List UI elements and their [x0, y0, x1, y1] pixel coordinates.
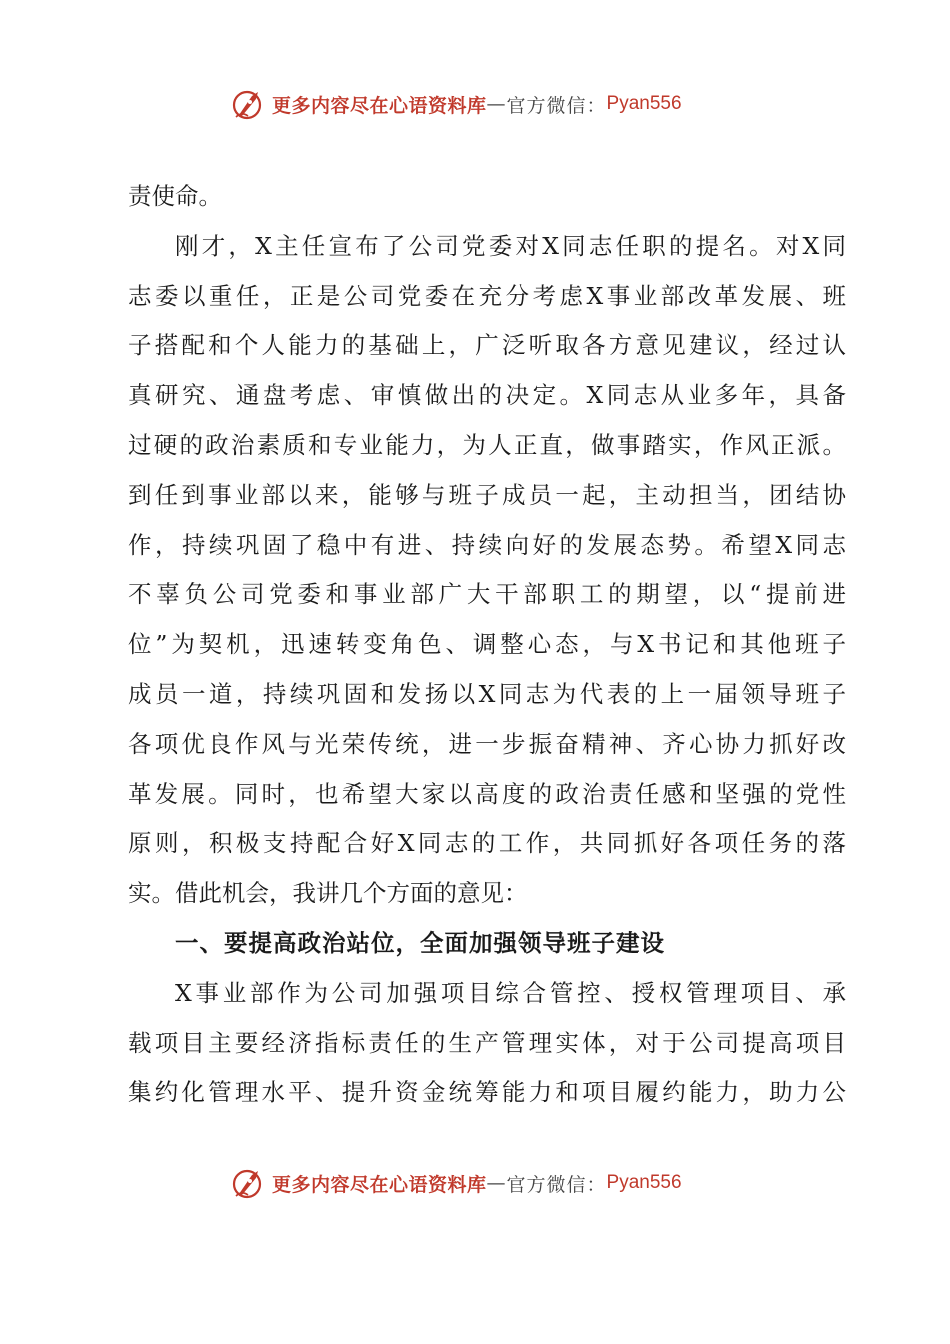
text-line: 刚才，X主任宣布了公司党委对X同志任职的提名。对X同	[175, 231, 846, 260]
text-line: 到任到事业部以来，能够与班子成员一起，主动担当，团结协	[128, 480, 846, 509]
banner-wechat-id: Pyan556	[606, 1172, 682, 1193]
text-line: 集约化管理水平、提升资金统筹能力和项目履约能力，助力公	[128, 1078, 846, 1107]
text-line: 志委以重任，正是公司党委在充分考虑X事业部改革发展、班	[128, 281, 846, 310]
banner-title: 更多内容尽在心语资料库	[272, 1173, 487, 1196]
pen-nib-logo-icon	[230, 1165, 266, 1201]
text-line: 不辜负公司党委和事业部广大干部职工的期望，以“提前进	[128, 580, 846, 609]
text-line: 原则，积极支持配合好X同志的工作，共同抓好各项任务的落	[128, 829, 846, 858]
header-watermark-banner	[230, 84, 682, 124]
text-line: 各项优良作风与光荣传统，进一步振奋精神、齐心协力抓好改	[128, 729, 846, 758]
banner-wechat-label: 官方微信：	[506, 94, 607, 117]
text-line: 成员一道，持续巩固和发扬以X同志为代表的上一届领导班子	[128, 679, 846, 708]
document-body	[128, 172, 846, 1118]
banner-dash: —	[486, 93, 507, 115]
banner-wechat-label: 官方微信：	[506, 1173, 607, 1196]
text-line: X事业部作为公司加强项目综合管控、授权管理项目、承	[175, 978, 846, 1007]
text-line: 子搭配和个人能力的基础上，广泛听取各方意见建议，经过认	[128, 331, 846, 360]
text-line: 真研究、通盘考虑、审慎做出的决定。X同志从业多年，具备	[128, 381, 846, 410]
text-line: 作，持续巩固了稳中有进、持续向好的发展态势。希望X同志	[128, 530, 846, 559]
text-line: 位”为契机，迅速转变角色、调整心态，与X书记和其他班子	[128, 630, 846, 659]
text-line: 实。借此机会，我讲几个方面的意见：	[128, 879, 528, 908]
banner-title: 更多内容尽在心语资料库	[272, 94, 487, 117]
text-line: 过硬的政治素质和专业能力，为人正直，做事踏实，作风正派。	[128, 430, 846, 459]
text-line: 责使命。	[128, 182, 222, 210]
banner-dash: —	[486, 1172, 507, 1194]
footer-watermark-banner	[230, 1163, 682, 1203]
section-heading: 一、要提高政治站位，全面加强领导班子建设	[175, 928, 665, 957]
pen-nib-logo-icon	[230, 86, 266, 122]
text-line: 载项目主要经济指标责任的生产管理实体，对于公司提高项目	[128, 1028, 846, 1057]
text-line: 革发展。同时，也希望大家以高度的政治责任感和坚强的党性	[128, 779, 846, 808]
banner-wechat-id: Pyan556	[606, 93, 682, 114]
